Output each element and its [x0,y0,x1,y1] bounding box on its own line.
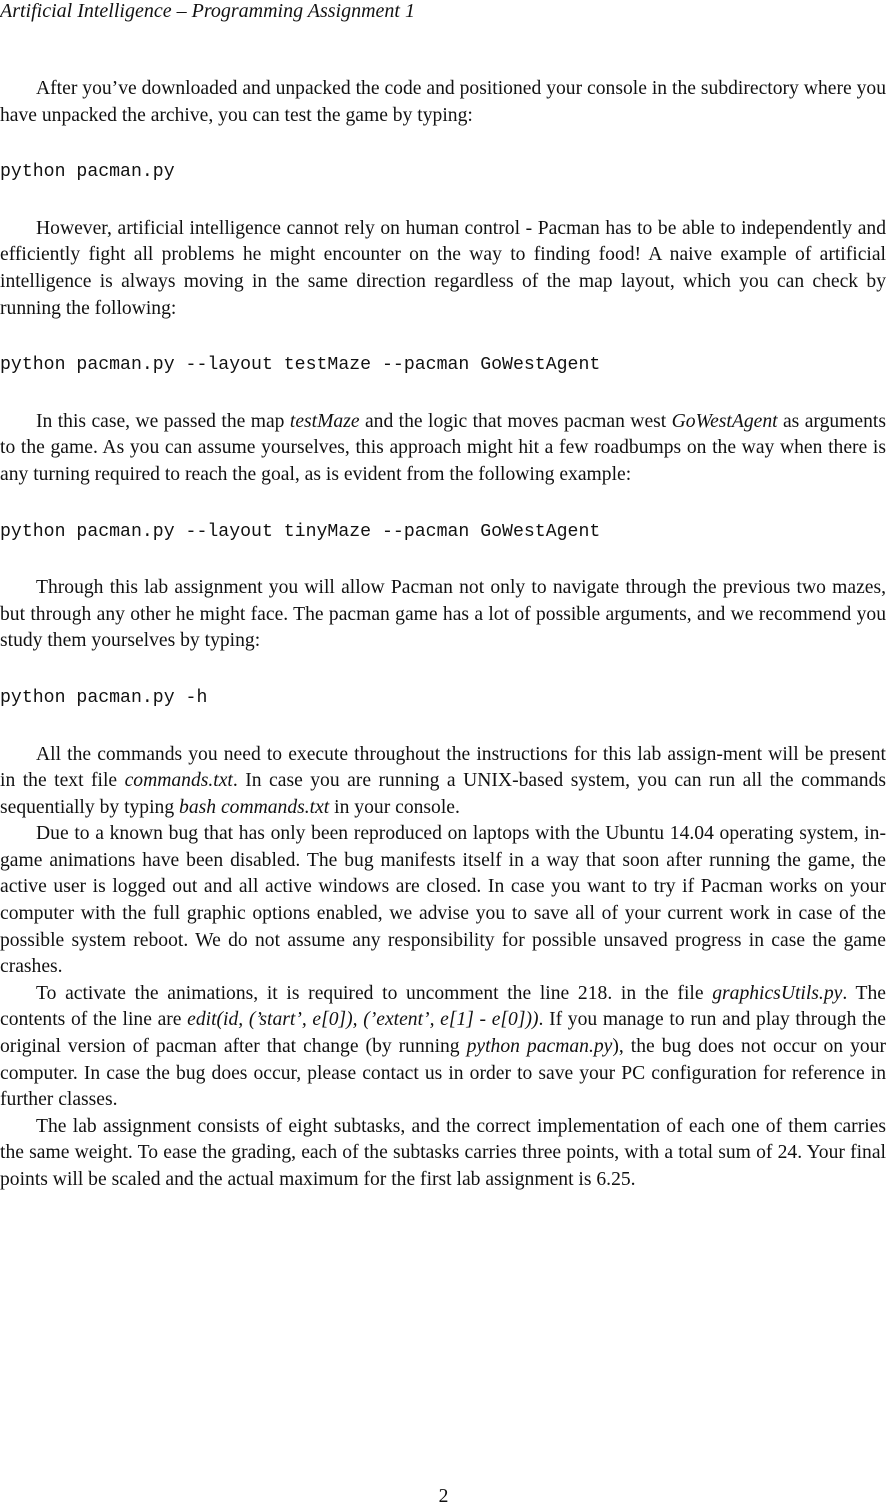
text-run: in your console. [329,796,460,818]
emph-gowestagent: GoWestAgent [671,410,778,432]
emph-python-pacman: python pacman.py [466,1036,613,1058]
page-number: 2 [438,1486,449,1507]
code-command-run: python pacman.py [0,162,175,183]
page-header: Artificial Intelligence – Programming Assignment 1 [0,0,415,22]
text-run: and the logic that moves pacman west [359,410,672,432]
text-run: In this case, we passed the map [36,410,290,432]
text-run: All the commands you need to execute throughout the instructions for this lab assign-ment will be present in the text file [0,743,886,792]
paragraph-grading: The lab assignment consists of eight subtasks, and the correct implementation of each one of them carries the same weight. To ease the grading, each of the subtasks carries three points, with a total sum of 24. Your final points will be scaled and the actual maximum for the first lab assignment is 6.25. [0,1115,886,1190]
text-run: as arguments to the game. As you can assume yourselves, this approach might hit a few roadbumps on the way when there is any turning required to reach the goal, as is evident from the following example: [0,410,886,485]
paragraph-known-bug: Due to a known bug that has only been reproduced on laptops with the Ubuntu 14.04 operating system, in-game animations have been disabled. The bug manifests itself in a way that soon after running the game, the active user is logged out and all active windows are closed. In case you want to try if Pacman works on your computer with the full graphic options enabled, we advise you to save all of your current work in case of the possible system reboot. We do not assume any responsibility for possible unsaved progress in case the game crashes. [0,823,886,978]
paragraph-intro: After you’ve downloaded and unpacked the code and positioned your console in the subdirectory where you have unpacked the archive, you can test the game by typing: [0,78,886,126]
emph-bash-commands: bash commands.txt [179,796,330,818]
text-run: . If you manage to run and play through the original version of pacman after that change (by running [0,1009,886,1058]
document-body [0,76,886,1194]
paragraph-animations [0,981,886,1114]
text-run: ), the bug does not occur on your computer. In case the bug does occur, please contact us in order to save your PC configuration for reference in further classes. [0,1036,887,1111]
paragraph-commands-file [0,742,886,822]
code-command-testmaze: python pacman.py --layout testMaze --pacman GoWestAgent [0,355,601,376]
emph-graphicsutils: graphicsUtils.py [712,982,843,1004]
code-command-tinymaze: python pacman.py --layout tinyMaze --pacman GoWestAgent [0,521,601,542]
paragraph-ai-control: However, artificial intelligence cannot rely on human control - Pacman has to be able to independently and efficiently fight all problems he might encounter on the way to finding food! A naive example of artificial intelligence is always moving in the same direction regardless of the map layout, which you can check by running the following: [0,217,886,319]
paragraph-lab-goal: Through this lab assignment you will allow Pacman not only to navigate through the previous two mazes, but through any other he might face. The pacman game has a lot of possible arguments, and we recommend you study them yourselves by typing: [0,577,886,652]
code-command-help: python pacman.py -h [0,687,208,708]
text-run: . In case you are running a UNIX-based system, you can run all the commands sequentially by typing [0,770,886,818]
emph-commands-txt: commands.txt [124,770,233,792]
emph-testmaze: testMaze [289,410,360,432]
emph-edit-line: edit(id, (’start’, e[0]), (’extent’, e[1] - e[0])) [187,1009,539,1031]
text-run: . The contents of the line are [0,982,887,1031]
paragraph-testmaze [0,409,886,489]
text-run: To activate the animations, it is required to uncomment the line 218. in the file [36,982,713,1004]
